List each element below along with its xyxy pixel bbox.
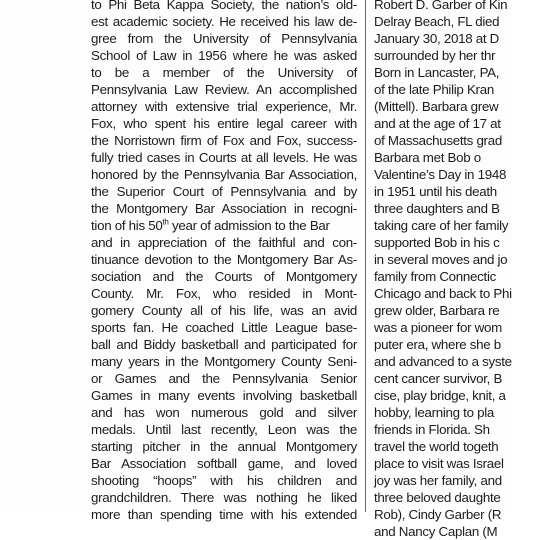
text-line: to be a member of the University of	[91, 65, 357, 80]
text-line: and advanced to a syste	[374, 354, 512, 369]
text-line: in several moves and jo	[374, 252, 508, 267]
text-line: January 30, 2018 at D	[374, 31, 500, 46]
text-line: hobby, learning to pla	[374, 405, 495, 420]
text-line: friends in Florida. Sh	[374, 422, 490, 437]
obituary-column-right	[374, 0, 534, 540]
text-line: Bar Association softball game, and loved	[91, 456, 357, 471]
text-line: of the late Philip Kran	[374, 82, 494, 97]
text-line: Robert D. Garber of Kin	[374, 0, 508, 12]
text-line: gomery County all of his life, was an avid	[91, 303, 357, 318]
text-line: honored by the Pennsylvania Bar Association,	[91, 167, 357, 182]
text-line: Born in Lancaster, PA,	[374, 65, 500, 80]
text-line: gree from the University of Pennsylvania	[91, 31, 357, 46]
text-line: of Massachusetts grad	[374, 133, 502, 148]
text-line: in 1951 until his death	[374, 184, 497, 199]
text-line: and at the age of 17 at	[374, 116, 501, 131]
text-line: supported Bob in his c	[374, 235, 500, 250]
column-divider	[365, 0, 366, 512]
text-line: the Montgomery Bar Association in recogni-	[91, 201, 357, 216]
text-line: grew older, Barbara re	[374, 303, 500, 318]
text-line: three daughters and B	[374, 201, 500, 216]
text-line: was a pioneer for wom	[374, 320, 502, 335]
text-line: tinuance devotion to the Montgomery Bar As-	[91, 252, 357, 267]
text-line: (Mittell). Barbara grew	[374, 99, 499, 114]
text-line: more than spending time with his extended	[91, 507, 357, 522]
text-fragment: tion of his 50	[91, 218, 163, 233]
text-line: grandchildren. There was nothing he liked	[91, 490, 357, 505]
text-line: cise, play bridge, knit, a	[374, 388, 506, 403]
text-line: sociation and the Courts of Montgomery	[91, 269, 357, 284]
text-line: starting pitcher in the annual Montgomery	[91, 439, 357, 454]
text-line: puter era, where she b	[374, 337, 501, 352]
text-line: fully tried cases in Courts at all levels. He was	[91, 150, 357, 165]
text-line: and Nancy Caplan (M	[374, 524, 498, 539]
text-line: School of Law in 1956 where he was asked	[91, 48, 357, 63]
text-line: and has won numerous gold and silver	[91, 405, 357, 420]
text-line: cent cancer survivor, B	[374, 371, 503, 386]
text-line: ball and Biddy basketball and participated for	[91, 337, 357, 352]
obituary-column-left	[91, 0, 357, 523]
text-line: to Phi Beta Kappa Society, the nation’s old-	[91, 0, 357, 12]
text-line: Chicago and back to Phi	[374, 286, 512, 301]
text-line: joy was her family, and	[374, 473, 502, 488]
text-line: est academic society. He received his law de-	[91, 14, 357, 29]
text-line: Valentine’s Day in 1948	[374, 167, 507, 182]
text-line-with-superscript	[91, 217, 357, 234]
text-line: Fox, who spent his entire legal career with	[91, 116, 357, 131]
text-line: and in appreciation of the faithful and con-	[91, 235, 357, 250]
text-line: or Games and the Pennsylvania Senior	[91, 371, 357, 386]
ordinal-superscript: th	[162, 217, 169, 227]
text-line: Barbara met Bob o	[374, 150, 481, 165]
text-line: taking care of her family	[374, 218, 509, 233]
text-line: place to visit was Israel	[374, 456, 504, 471]
text-line: the Superior Court of Pennsylvania and by	[91, 184, 357, 199]
text-line: attorney with extensive trial experience, Mr.	[91, 99, 357, 114]
text-line: surrounded by her thr	[374, 48, 496, 63]
text-line: shooting “hoops” with his children and	[91, 473, 357, 488]
text-line: family from Connectic	[374, 269, 496, 284]
text-line: travel the world togeth	[374, 439, 499, 454]
text-line: Delray Beach, FL died	[374, 14, 500, 29]
text-line: Pennsylvania Law Review. An accomplished	[91, 82, 357, 97]
text-line: sports fan. He coached Little League base-	[91, 320, 357, 335]
text-line: medals. Until last recently, Leon was the	[91, 422, 357, 437]
text-line: County. Mr. Fox, who resided in Mont-	[91, 286, 357, 301]
text-line: three beloved daughte	[374, 490, 501, 505]
text-line: Games in many events involving basketball	[91, 388, 357, 403]
text-line: the Norristown firm of Fox and Fox, success-	[91, 133, 357, 148]
text-fragment: year of admission to the Bar	[168, 218, 330, 233]
text-line: many years in the Montgomery County Seni-	[91, 354, 357, 369]
text-line: Rob), Cindy Garber (R	[374, 507, 502, 522]
